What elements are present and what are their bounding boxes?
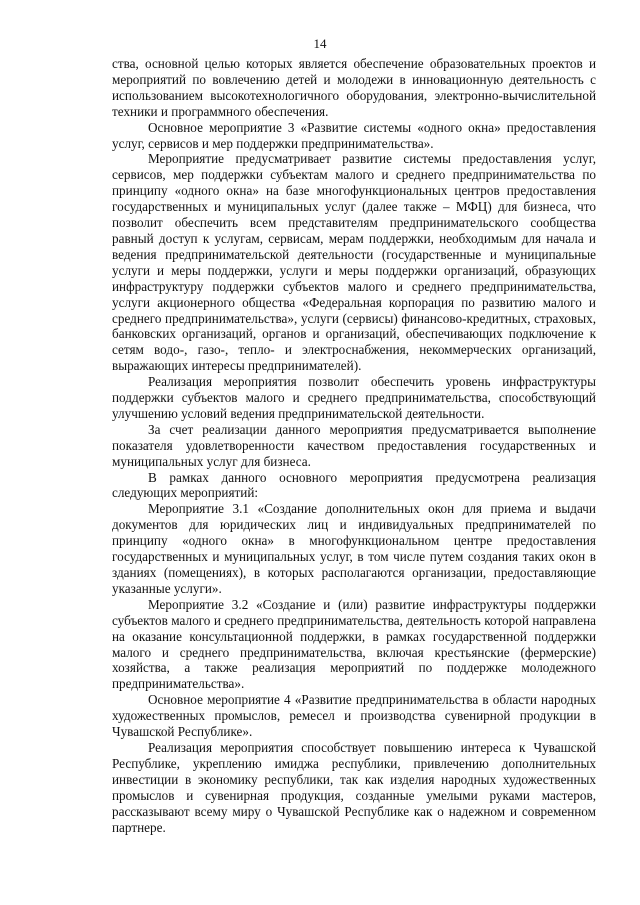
paragraph-main-event-3: Основное мероприятие 3 «Развитие системы «одного окна» предоставления услуг, сервисов и мер поддержки предпринимательства». (112, 119, 596, 151)
paragraph-implementation-infrastructure: Реализация мероприятия позволит обеспечить уровень инфраструктуры поддержки субъектов малого и среднего предпринимательства, способствующий улучшению условий ведения предпринимательской деятельности. (112, 374, 596, 421)
paragraph-continuation: ства, основной целью которых является обеспечение образовательных проектов и мероприятий по вовлечению детей и молодежи в инновационную деятельность с использованием высокотехнологичного оборудования, электронно-вычислительной техники и программного обеспечения. (112, 56, 596, 119)
paragraph-following-events: В рамках данного основного мероприятия предусмотрена реализация следующих мероприятий: (112, 469, 596, 501)
page-number: 14 (313, 36, 327, 51)
paragraph-main-event-4: Основное мероприятие 4 «Развитие предпринимательства в области народных художественных промыслов, ремесел и производства сувенирной продукции в Чувашской Республике». (112, 692, 596, 740)
paragraph-satisfaction-indicator: За счет реализации данного мероприятия предусматривается выполнение показателя удовлетворенности качеством предоставления государственных и муниципальных услуг для бизнеса. (112, 421, 596, 469)
paragraph-event-3-2: Мероприятие 3.2 «Создание и (или) развитие инфраструктуры поддержки субъектов малого и среднего предпринимательства, деятельность которой направлена на оказание консультационной поддержки, в рамках государственной поддержки малого и среднего предпринимательства, включая крестьянские (фермерские) хозяйства, а также реализация мероприятий по поддержке молодежного предпринимательства». (112, 596, 596, 692)
paragraph-event-description: Мероприятие предусматривает развитие системы предоставления услуг, сервисов, мер поддержки субъектам малого и среднего предпринимательства по принципу «одного окна» на базе многофункциональных центров предоставления государственных и муниципальных услуг (далее также – МФЦ) для бизнеса, что позволит обеспечить всем представителям предпринимательского сообщества равный доступ к услугам, сервисам, мерам поддержки, необходимым для начала и ведения предпринимательской деятельности (государственные и муниципальные услуги и меры поддержки, услуги и меры поддержки организаций, образующих инфраструктуру поддержки субъектов малого и среднего предпринимательства, услуги акционерного общества «Федеральная корпорация по развитию малого и среднего предпринимательства», услуги (сервисы) финансово-кредитных, страховых, банковских организаций, органов и организаций, обеспечивающих подключение к сетям водо-, газо-, тепло- и электроснабжения, некоммерческих организаций, выражающих интересы предпринимателей). (112, 151, 596, 374)
document-body (112, 56, 596, 835)
paragraph-implementation-interest: Реализация мероприятия способствует повышению интереса к Чувашской Республике, укреплению имиджа республики, привлечению дополнительных инвестиции в экономику республики, так как изделия народных художественных промыслов и сувенирная продукция, созданные умелыми руками мастеров, рассказывают всему миру о Чувашской Республике как о надежном и современном партнере. (112, 739, 596, 835)
paragraph-event-3-1: Мероприятие 3.1 «Создание дополнительных окон для приема и выдачи документов для юридических лиц и индивидуальных предпринимателей по принципу «одного окна» в многофункциональном центре предоставления государственных и муниципальных услуг, в том числе путем создания таких окон в зданиях (помещениях), в которых располагаются организации, предоставляющие указанные услуги». (112, 501, 596, 596)
